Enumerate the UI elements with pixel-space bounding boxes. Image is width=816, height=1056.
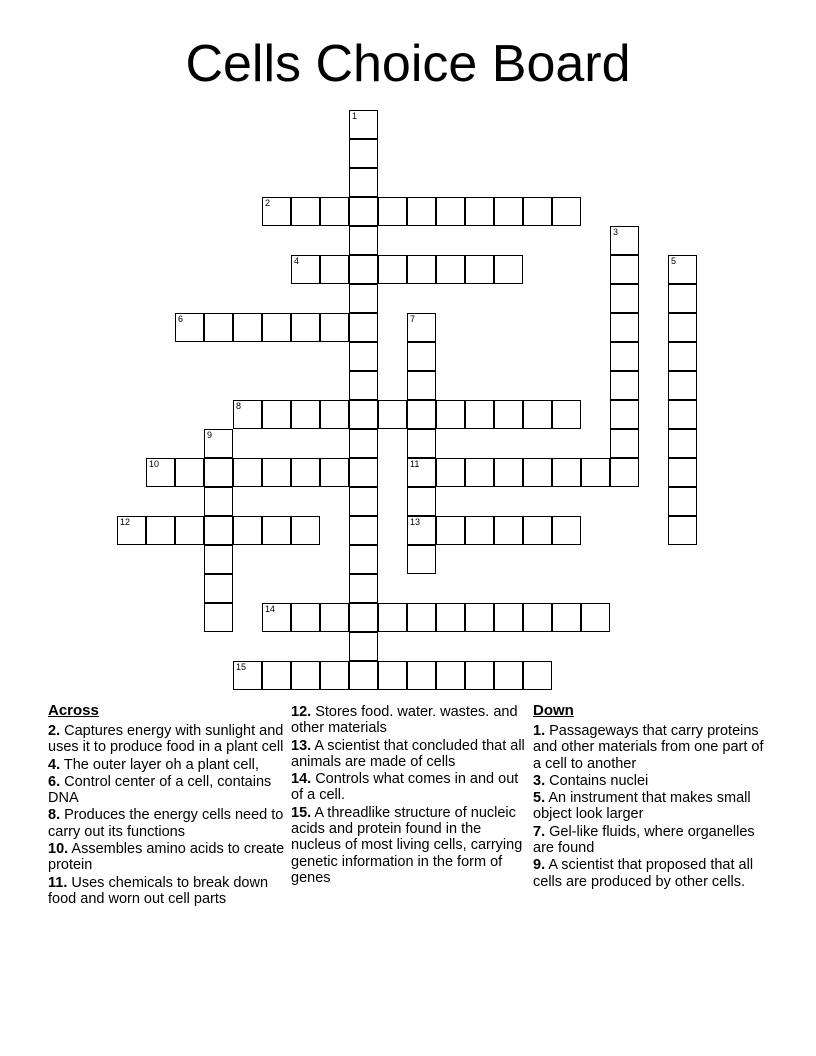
grid-cell[interactable] bbox=[349, 487, 378, 516]
clue-item-text: Control center of a cell, contains DNA bbox=[48, 773, 272, 807]
grid-cell[interactable] bbox=[552, 516, 581, 545]
grid-cell[interactable] bbox=[436, 458, 465, 487]
clue-item-number: 7. bbox=[533, 823, 546, 840]
grid-cell[interactable] bbox=[349, 400, 378, 429]
grid-cell[interactable] bbox=[436, 197, 465, 226]
clue-item-text: Assembles amino acids to create protein bbox=[48, 841, 285, 874]
grid-cell[interactable] bbox=[494, 400, 523, 429]
page-title: Cells Choice Board bbox=[185, 35, 631, 93]
clue-item-text: An instrument that makes small object look larger bbox=[533, 790, 751, 823]
grid-cell[interactable] bbox=[233, 458, 262, 487]
clue-item-number: 10. bbox=[48, 841, 69, 858]
grid-cell[interactable] bbox=[407, 661, 436, 690]
grid-cell[interactable] bbox=[320, 661, 349, 690]
grid-cell[interactable] bbox=[523, 516, 552, 545]
clue-number: 9 bbox=[207, 430, 213, 440]
grid-cell[interactable] bbox=[291, 603, 320, 632]
grid-cell[interactable] bbox=[204, 313, 233, 342]
grid-cell[interactable] bbox=[668, 313, 697, 342]
grid-cell[interactable] bbox=[407, 197, 436, 226]
grid-cell[interactable] bbox=[320, 197, 349, 226]
clue-number: 14 bbox=[265, 604, 276, 614]
grid-cell[interactable] bbox=[291, 458, 320, 487]
clue-item-number: 11. bbox=[48, 874, 68, 891]
clue-item-text: A scientist that concluded that all animals are made of cells bbox=[291, 737, 525, 770]
grid-cell[interactable] bbox=[668, 284, 697, 313]
grid-cell[interactable] bbox=[668, 371, 697, 400]
down-clues-column bbox=[533, 702, 773, 891]
clue-item-text: Uses chemicals to break down food and worn out cell parts bbox=[48, 874, 269, 907]
clue-item bbox=[291, 738, 531, 771]
grid-cell[interactable] bbox=[349, 197, 378, 226]
grid-cell[interactable] bbox=[668, 342, 697, 371]
grid-cell[interactable] bbox=[407, 429, 436, 458]
grid-cell[interactable] bbox=[146, 516, 175, 545]
grid-cell[interactable] bbox=[349, 429, 378, 458]
grid-cell[interactable] bbox=[349, 545, 378, 574]
grid-cell[interactable] bbox=[523, 603, 552, 632]
grid-cell[interactable] bbox=[291, 400, 320, 429]
clue-number: 7 bbox=[410, 314, 416, 324]
grid-cell[interactable] bbox=[581, 458, 610, 487]
clue-item-number: 12. bbox=[291, 704, 312, 720]
grid-cell[interactable] bbox=[436, 400, 465, 429]
grid-cell[interactable] bbox=[349, 226, 378, 255]
grid-cell[interactable] bbox=[610, 313, 639, 342]
clue-item bbox=[48, 807, 288, 840]
grid-cell[interactable] bbox=[204, 574, 233, 603]
grid-cell[interactable] bbox=[610, 400, 639, 429]
grid-cell[interactable] bbox=[349, 284, 378, 313]
grid-cell[interactable] bbox=[668, 429, 697, 458]
grid-cell[interactable] bbox=[407, 313, 436, 342]
grid-cell[interactable] bbox=[581, 603, 610, 632]
grid-cell[interactable] bbox=[668, 516, 697, 545]
clue-number: 10 bbox=[149, 459, 160, 469]
grid-cell[interactable] bbox=[610, 284, 639, 313]
clue-item bbox=[533, 790, 773, 823]
grid-cell[interactable] bbox=[436, 255, 465, 284]
grid-cell[interactable] bbox=[204, 545, 233, 574]
clue-item bbox=[291, 805, 531, 886]
grid-cell[interactable] bbox=[610, 226, 639, 255]
grid-cell[interactable] bbox=[320, 458, 349, 487]
grid-cell[interactable] bbox=[291, 255, 320, 284]
grid-cell[interactable] bbox=[320, 255, 349, 284]
grid-cell[interactable] bbox=[465, 400, 494, 429]
grid-cell[interactable] bbox=[262, 197, 291, 226]
grid-cell[interactable] bbox=[668, 400, 697, 429]
grid-cell[interactable] bbox=[349, 342, 378, 371]
grid-cell[interactable] bbox=[465, 516, 494, 545]
down-clue-list bbox=[533, 723, 773, 890]
grid-cell[interactable] bbox=[668, 458, 697, 487]
clue-item bbox=[533, 824, 773, 857]
grid-cell[interactable] bbox=[465, 458, 494, 487]
grid-cell[interactable] bbox=[204, 429, 233, 458]
grid-cell[interactable] bbox=[233, 400, 262, 429]
grid-cell[interactable] bbox=[552, 458, 581, 487]
grid-cell[interactable] bbox=[668, 487, 697, 516]
clue-item-text: Captures energy with sunlight and uses it to produce food in a plant cell bbox=[48, 723, 284, 756]
clue-number: 5 bbox=[671, 256, 677, 266]
clue-item bbox=[291, 704, 531, 737]
clue-item bbox=[291, 771, 531, 804]
grid-cell[interactable] bbox=[320, 603, 349, 632]
clue-number: 11 bbox=[410, 459, 420, 469]
clue-item-text: Stores food. water. wastes. and other materials bbox=[291, 704, 518, 737]
grid-cell[interactable] bbox=[262, 516, 291, 545]
grid-cell[interactable] bbox=[175, 313, 204, 342]
grid-cell[interactable] bbox=[204, 458, 233, 487]
grid-cell[interactable] bbox=[494, 661, 523, 690]
grid-cell[interactable] bbox=[349, 110, 378, 139]
clue-item-text: Contains nuclei bbox=[545, 772, 649, 789]
grid-cell[interactable] bbox=[378, 661, 407, 690]
clue-number: 8 bbox=[236, 401, 242, 411]
grid-cell[interactable] bbox=[349, 168, 378, 197]
grid-cell[interactable] bbox=[291, 313, 320, 342]
grid-cell[interactable] bbox=[552, 197, 581, 226]
across-clues-continued-column bbox=[291, 704, 531, 887]
grid-cell[interactable] bbox=[378, 400, 407, 429]
grid-cell[interactable] bbox=[349, 661, 378, 690]
clue-number: 1 bbox=[352, 111, 358, 121]
grid-cell[interactable] bbox=[349, 313, 378, 342]
grid-cell[interactable] bbox=[523, 458, 552, 487]
clue-item-text: Controls what comes in and out of a cell. bbox=[291, 771, 519, 804]
clue-item bbox=[533, 857, 773, 890]
grid-cell[interactable] bbox=[494, 197, 523, 226]
clue-item-number: 15. bbox=[291, 804, 312, 821]
grid-cell[interactable] bbox=[465, 603, 494, 632]
grid-cell[interactable] bbox=[407, 516, 436, 545]
clue-item-number: 5. bbox=[533, 790, 546, 807]
grid-cell[interactable] bbox=[320, 400, 349, 429]
clue-item-text: A threadlike structure of nucleic acids and protein found in the nucleus of most living cells, carrying genetic information in the form of genes bbox=[291, 804, 523, 886]
clue-item-number: 8. bbox=[48, 807, 61, 824]
across-heading: Across bbox=[48, 702, 99, 719]
clue-number: 15 bbox=[236, 662, 247, 672]
grid-cell[interactable] bbox=[610, 255, 639, 284]
grid-cell[interactable] bbox=[465, 197, 494, 226]
grid-cell[interactable] bbox=[407, 255, 436, 284]
grid-cell[interactable] bbox=[349, 574, 378, 603]
down-heading: Down bbox=[533, 702, 574, 719]
clue-item-number: 6. bbox=[48, 773, 61, 790]
clue-number: 2 bbox=[265, 198, 271, 208]
clue-item-text: A scientist that proposed that all cells are produced by other cells. bbox=[533, 857, 754, 890]
grid-cell[interactable] bbox=[262, 458, 291, 487]
grid-cell[interactable] bbox=[262, 661, 291, 690]
grid-cell[interactable] bbox=[349, 603, 378, 632]
grid-cell[interactable] bbox=[349, 255, 378, 284]
grid-cell[interactable] bbox=[407, 371, 436, 400]
clue-number: 3 bbox=[613, 227, 619, 237]
grid-cell[interactable] bbox=[407, 487, 436, 516]
clue-item bbox=[48, 723, 288, 756]
grid-cell[interactable] bbox=[117, 516, 146, 545]
clue-item bbox=[48, 875, 288, 908]
grid-cell[interactable] bbox=[349, 371, 378, 400]
clue-item-text: Gel-like fluids, where organelles are found bbox=[533, 823, 755, 857]
grid-cell[interactable] bbox=[146, 458, 175, 487]
grid-cell[interactable] bbox=[494, 458, 523, 487]
grid-cell[interactable] bbox=[233, 313, 262, 342]
grid-cell[interactable] bbox=[233, 516, 262, 545]
grid-cell[interactable] bbox=[349, 632, 378, 661]
clue-item-number: 1. bbox=[533, 723, 546, 739]
grid-cell[interactable] bbox=[465, 255, 494, 284]
clue-item-number: 2. bbox=[48, 723, 61, 739]
clue-item-number: 4. bbox=[48, 756, 61, 773]
across-clues-column bbox=[48, 702, 288, 908]
grid-cell[interactable] bbox=[436, 603, 465, 632]
grid-cell[interactable] bbox=[204, 516, 233, 545]
grid-cell[interactable] bbox=[610, 342, 639, 371]
clue-item-number: 14. bbox=[291, 771, 312, 788]
grid-cell[interactable] bbox=[610, 429, 639, 458]
grid-cell[interactable] bbox=[262, 400, 291, 429]
clue-item bbox=[533, 723, 773, 772]
grid-cell[interactable] bbox=[552, 603, 581, 632]
clue-number: 12 bbox=[120, 517, 131, 527]
grid-cell[interactable] bbox=[291, 516, 320, 545]
clue-number: 4 bbox=[294, 256, 300, 266]
clue-item-text: Passageways that carry proteins and other materials from one part of a cell to another bbox=[533, 723, 764, 772]
grid-cell[interactable] bbox=[407, 458, 436, 487]
grid-cell[interactable] bbox=[262, 603, 291, 632]
clue-item bbox=[48, 757, 288, 773]
grid-cell[interactable] bbox=[523, 400, 552, 429]
clue-item-number: 9. bbox=[533, 857, 546, 874]
grid-cell[interactable] bbox=[378, 197, 407, 226]
clue-number: 6 bbox=[178, 314, 184, 324]
grid-cell[interactable] bbox=[494, 603, 523, 632]
across-clue-list bbox=[48, 723, 288, 907]
grid-cell[interactable] bbox=[407, 603, 436, 632]
grid-cell[interactable] bbox=[378, 255, 407, 284]
grid-cell[interactable] bbox=[407, 400, 436, 429]
clue-item bbox=[48, 841, 288, 874]
grid-cell[interactable] bbox=[233, 661, 262, 690]
grid-cell[interactable] bbox=[436, 661, 465, 690]
grid-cell[interactable] bbox=[523, 197, 552, 226]
clue-item bbox=[48, 774, 288, 807]
grid-cell[interactable] bbox=[291, 661, 320, 690]
grid-cell[interactable] bbox=[407, 342, 436, 371]
grid-cell[interactable] bbox=[610, 371, 639, 400]
clue-item-text: The outer layer oh a plant cell, bbox=[60, 756, 259, 773]
grid-cell[interactable] bbox=[494, 516, 523, 545]
clue-item-number: 3. bbox=[533, 772, 546, 789]
grid-cell[interactable] bbox=[175, 458, 204, 487]
clue-number: 13 bbox=[410, 517, 421, 527]
grid-cell[interactable] bbox=[175, 516, 204, 545]
clue-item bbox=[533, 773, 773, 789]
grid-cell[interactable] bbox=[523, 661, 552, 690]
clue-item-text: Produces the energy cells need to carry out its functions bbox=[48, 807, 284, 840]
grid-cell[interactable] bbox=[407, 545, 436, 574]
grid-cell[interactable] bbox=[320, 313, 349, 342]
grid-cell[interactable] bbox=[291, 197, 320, 226]
clue-item-number: 13. bbox=[291, 737, 312, 754]
across-clue-list-continued bbox=[291, 704, 531, 886]
grid-cell[interactable] bbox=[204, 487, 233, 516]
grid-cell[interactable] bbox=[465, 661, 494, 690]
grid-cell[interactable] bbox=[349, 458, 378, 487]
grid-cell[interactable] bbox=[552, 400, 581, 429]
grid-cell[interactable] bbox=[349, 516, 378, 545]
grid-cell[interactable] bbox=[204, 603, 233, 632]
grid-cell[interactable] bbox=[494, 255, 523, 284]
grid-cell[interactable] bbox=[262, 313, 291, 342]
grid-cell[interactable] bbox=[378, 603, 407, 632]
grid-cell[interactable] bbox=[668, 255, 697, 284]
grid-cell[interactable] bbox=[436, 516, 465, 545]
grid-cell[interactable] bbox=[610, 458, 639, 487]
grid-cell[interactable] bbox=[349, 139, 378, 168]
